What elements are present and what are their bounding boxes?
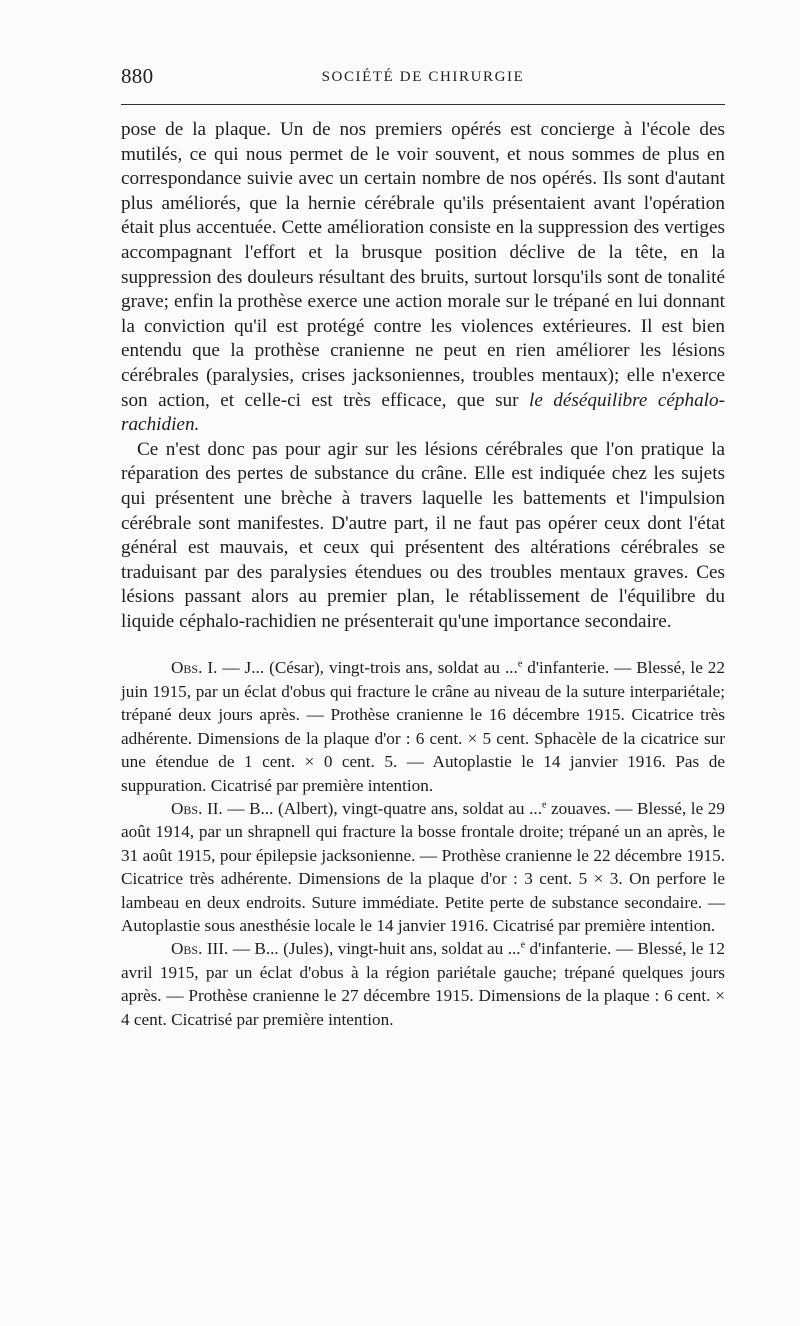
observation-text: zouaves. — Blessé, le 29 août 1914, par un shrapnell qui fracture la bosse frontale droite; trépané un an après, le 31 août 1915, pour épilepsie jacksonienne. — Prothèse cranienne le 22 décembre 1915. Cicatrice très adhérente. Dimensions de la plaque d'or : 3 cent. 5 × 3. On perfore le lambeau en deux endroits. Suture immédiate. Petite perte de substance secondaire. — Autoplastie sous anesthésie locale le 14 janvier 1916. Cicatrisé par première intention. — [121, 798, 725, 935]
page-header — [121, 62, 725, 92]
paragraph — [121, 118, 725, 438]
observation-label: Obs. I. — [171, 658, 218, 678]
observation — [121, 656, 725, 796]
observation-text: — B... (Jules), vingt-huit ans, soldat au ... — [232, 939, 521, 959]
header-rule — [121, 104, 725, 105]
body-text — [121, 118, 725, 634]
observation-text: — J... (César), vingt-trois ans, soldat au ... — [222, 658, 518, 678]
paragraph — [121, 438, 725, 635]
text-column — [121, 118, 725, 1031]
superscript: e — [542, 799, 547, 811]
running-head: SOCIÉTÉ DE CHIRURGIE — [321, 69, 525, 85]
superscript: e — [520, 939, 526, 951]
observation — [121, 797, 725, 937]
superscript: e — [517, 658, 523, 670]
observations — [121, 656, 725, 1031]
observation-text: — B... (Albert), vingt-quatre ans, soldat au ... — [227, 798, 542, 818]
emphasis-text: le déséquilibre céphalo-rachidien. — [121, 389, 725, 436]
paragraph-text: pose de la plaque. Un de nos premiers opérés est concierge à l'école des mutilés, ce qui nous permet de le voir souvent, et nous sommes de plus en correspondance suivie avec un certain nombre de nos opérés. Ils sont d'autant plus améliorés, que la hernie cérébrale qu'ils présentaient avant l'opération était plus accentuée. Cette amélioration consiste en la suppression des vertiges accompagnant l'effort et la brusque position déclive de la tête, en la suppression des douleurs résultant des bruits, surtout lorsqu'ils sont de tonalité grave; enfin la prothèse exerce une action morale sur le trépané en lui donnant la conviction qu'il est protégé contre les violences extérieures. Il est bien entendu que la prothèse cranienne ne peut en rien améliorer les lésions cérébrales (paralysies, crises jacksoniennes, troubles mentaux); elle n'exerce son action, et celle-ci est très efficace, que sur — [121, 119, 725, 411]
observation-label: Obs. II. — [171, 798, 223, 818]
observation-label: Obs. III. — [171, 939, 229, 959]
paragraph-text: Ce n'est donc pas pour agir sur les lésions cérébrales que l'on pratique la réparation des pertes de substance du crâne. Elle est indiquée chez les sujets qui présentent une brèche à travers laquelle les battements et l'impulsion cérébrale sont manifestes. D'autre part, il ne faut pas opérer ceux dont l'état général est mauvais, et ceux qui présentent des altérations cérébrales se traduisant par des paralysies étendues ou des troubles mentaux graves. Ces lésions passant alors au premier plan, le rétablissement de l'équilibre du liquide céphalo-rachidien ne présenterait qu'une importance secondaire. — [121, 438, 725, 632]
observation-text: d'infanterie. — Blessé, le 12 avril 1915, par un éclat d'obus à la région pariétale gauche; trépané quelques jours après. — Prothèse cranienne le 27 décembre 1915. Dimensions de la plaque : 6 cent. × 4 cent. Cicatrisé par première intention. — [121, 939, 725, 1029]
observation — [121, 937, 725, 1031]
page-number: 880 — [121, 64, 154, 88]
observation-text: d'infanterie. — Blessé, le 22 juin 1915, par un éclat d'obus qui fracture le crâne au niveau de la suture interpariétale; trépané deux jours après. — Prothèse cranienne le 16 décembre 1915. Cicatrice très adhérente. Dimensions de la plaque d'or : 6 cent. × 5 cent. Sphacèle de la cicatrice sur une étendue de 1 cent. × 0 cent. 5. — Autoplastie le 14 janvier 1916. Pas de suppuration. Cicatrisé par première intention. — [121, 658, 725, 795]
